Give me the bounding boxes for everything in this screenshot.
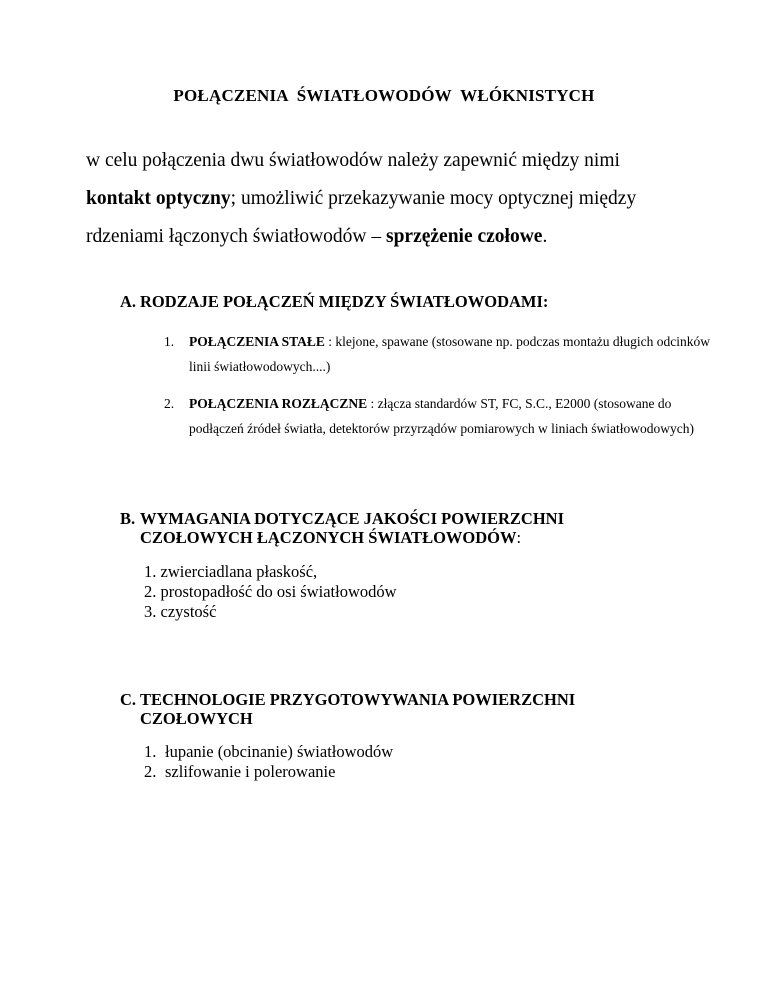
section-c-list bbox=[144, 742, 393, 782]
list-item-description: : złącza standardów ST, FC, S.C., E2000 (stosowane do podłączeń źródeł światła, detektorów przyrządów pomiarowych w liniach światłowodowych) bbox=[189, 396, 694, 436]
document-title: POŁĄCZENIA ŚWIATŁOWODÓW WŁÓKNISTYCH bbox=[173, 86, 595, 105]
intro-line-3 bbox=[86, 218, 726, 256]
intro-bold-term-butt-coupling: sprzężenie czołowe bbox=[386, 226, 543, 247]
list-item-number: 1. bbox=[144, 742, 157, 761]
list-item: 1. zwierciadlana płaskość, bbox=[144, 562, 318, 581]
intro-line-3-end: . bbox=[542, 226, 548, 247]
list-item-text bbox=[189, 329, 724, 379]
section-c-title-line-1: TECHNOLOGIE PRZYGOTOWYWANIA POWIERZCHNI bbox=[140, 690, 576, 709]
intro-line-2 bbox=[86, 180, 726, 218]
section-a-heading bbox=[120, 292, 548, 311]
list-item-label: POŁĄCZENIA ROZŁĄCZNE bbox=[189, 396, 368, 411]
section-b-title-line-1: WYMAGANIA DOTYCZĄCE JAKOŚCI POWIERZCHNI bbox=[140, 509, 564, 528]
list-item bbox=[164, 391, 724, 441]
list-item-text bbox=[189, 391, 724, 441]
list-item-number: 2. bbox=[164, 396, 175, 411]
intro-line-1-text: w celu połączenia dwu światłowodów należy zapewnić między nimi bbox=[86, 150, 620, 171]
list-item-number: 1. bbox=[164, 334, 175, 349]
list-item-text: łupanie (obcinanie) światłowodów bbox=[165, 742, 394, 761]
list-item bbox=[144, 762, 393, 782]
section-b-heading bbox=[120, 509, 564, 547]
section-a-letter: A. bbox=[120, 292, 137, 311]
list-item: 3. czystość bbox=[144, 602, 217, 621]
list-item-number: 2. bbox=[144, 762, 157, 781]
intro-line-1 bbox=[86, 142, 726, 180]
intro-line-2-text: ; umożliwić przekazywanie mocy optycznej między bbox=[230, 188, 637, 209]
section-b-title-colon: : bbox=[516, 528, 522, 547]
list-item bbox=[164, 329, 724, 379]
section-b-letter: B. bbox=[120, 509, 136, 528]
section-c-letter: C. bbox=[120, 690, 137, 709]
section-b-title-line-2-wrap bbox=[120, 528, 564, 547]
section-c-heading bbox=[120, 690, 575, 728]
list-item-label: POŁĄCZENIA STAŁE bbox=[189, 334, 325, 349]
list-item: 2. prostopadłość do osi światłowodów bbox=[144, 582, 397, 601]
intro-paragraph bbox=[86, 142, 726, 256]
list-item-description: : klejone, spawane (stosowane np. podczas montażu długich odcinków linii światłowodowych....) bbox=[189, 334, 710, 374]
list-item bbox=[144, 742, 393, 762]
section-a-title: RODZAJE POŁĄCZEŃ MIĘDZY ŚWIATŁOWODAMI: bbox=[140, 292, 549, 311]
intro-bold-term-optical-contact: kontakt optyczny bbox=[86, 188, 231, 209]
section-b-list bbox=[144, 562, 397, 622]
section-c-title-line-2: CZOŁOWYCH bbox=[140, 709, 253, 728]
section-b-title-line-2: CZOŁOWYCH ŁĄCZONYCH ŚWIATŁOWODÓW bbox=[140, 528, 517, 547]
section-a-list bbox=[164, 329, 724, 453]
intro-line-3-text: rdzeniami łączonych światłowodów – bbox=[86, 226, 386, 247]
list-item-text: szlifowanie i polerowanie bbox=[165, 762, 336, 781]
